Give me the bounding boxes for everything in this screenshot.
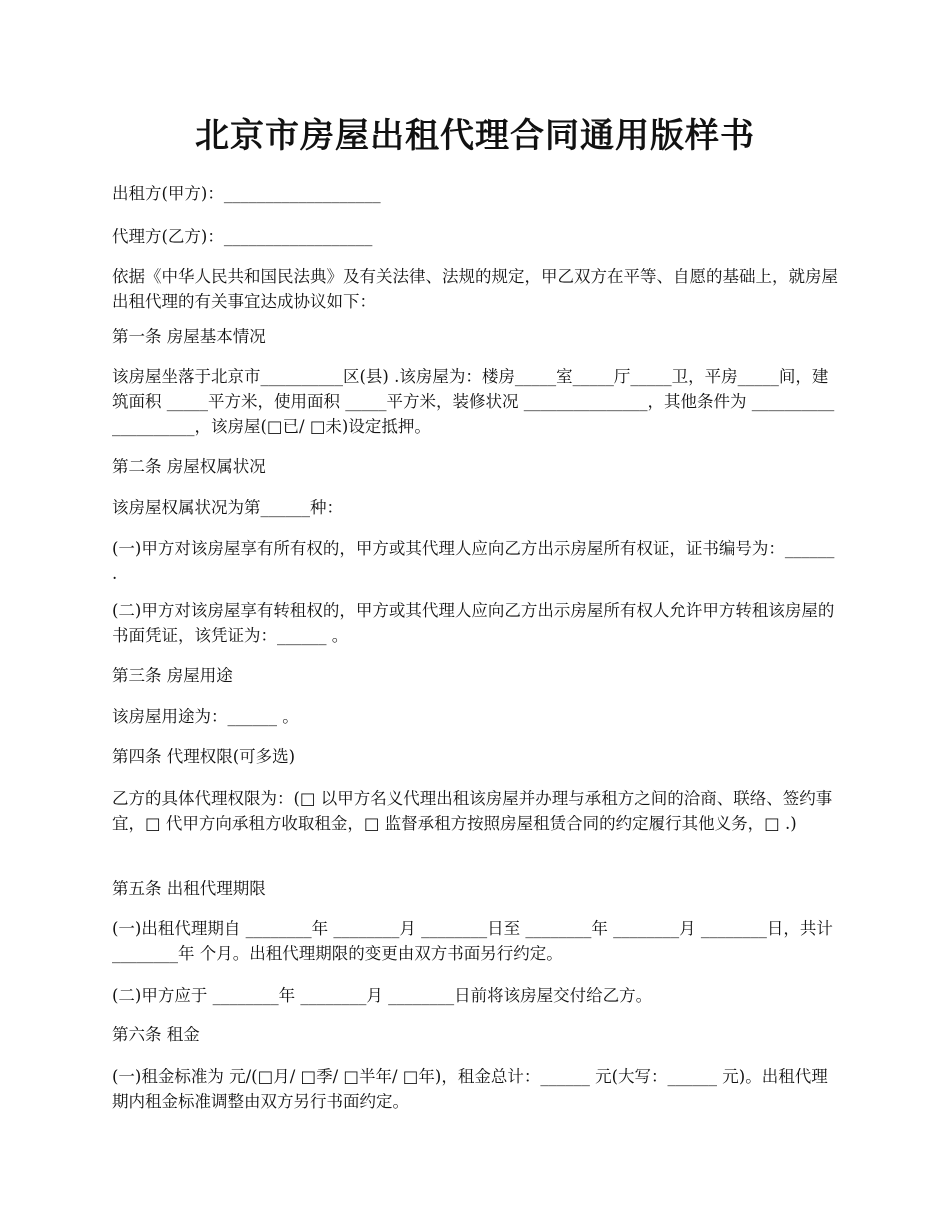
article-4-body: 乙方的具体代理权限为：(□ 以甲方名义代理出租该房屋并办理与承租方之间的洽商、联络、签约事宜，□ 代甲方向承租方收取租金，□ 监督承租方按照房屋租赁合同的约定履行其他义务，□ .) (112, 789, 833, 833)
article-1-heading: 第一条 房屋基本情况 (112, 327, 266, 346)
article-2-intro: 该房屋权属状况为第______种： (112, 498, 343, 517)
article-6-clause-1: (一)租金标准为 元/(□月/ □季/ □半年/ □年)，租金总计：______ 元(大写：______ 元)。出租代理期内租金标准调整由双方另行书面约定。 (112, 1067, 828, 1111)
article-4-heading: 第四条 代理权限(可多选) (112, 747, 296, 766)
article-5-heading: 第五条 出租代理期限 (112, 879, 266, 898)
article-5-clause-2: (二)甲方应于 ________年 ________月 ________日前将该房屋交付给乙方。 (112, 986, 653, 1005)
article-3-heading: 第三条 房屋用途 (112, 666, 233, 685)
lessor-party-line: 出租方(甲方)：___________________ (112, 184, 381, 203)
document-title: 北京市房屋出租代理合同通用版样书 (195, 116, 755, 156)
article-6-heading: 第六条 租金 (112, 1025, 200, 1044)
article-2-heading: 第二条 房屋权属状况 (112, 457, 266, 476)
article-2-clause-1: (一)甲方对该房屋享有所有权的，甲方或其代理人应向乙方出示房屋所有权证，证书编号为：______ . (112, 539, 835, 583)
article-2-clause-2: (二)甲方对该房屋享有转租权的，甲方或其代理人应向乙方出示房屋所有权人允许甲方转租该房屋的书面凭证，该凭证为：______ 。 (112, 601, 835, 645)
article-5-clause-1: (一)出租代理期自 ________年 ________月 ________日至 ________年 ________月 ________日，共计 ________年 个月。出租代理期限的变更由双方书面另行约定。 (112, 919, 833, 963)
article-1-body: 该房屋坐落于北京市__________区(县) .该房屋为：楼房_____室_____厅_____卫，平房_____间，建筑面积 _____平方米，使用面积 _____平方米，装修状况 _______________，其他条件为 ____________________，该房屋(□已/ □未)设定抵押。 (112, 367, 835, 436)
agent-party-line: 代理方(乙方)：__________________ (112, 227, 373, 246)
article-3-body: 该房屋用途为：______ 。 (112, 707, 299, 726)
preamble-paragraph: 依据《中华人民共和国民法典》及有关法律、法规的规定，甲乙双方在平等、自愿的基础上，就房屋出租代理的有关事宜达成协议如下： (112, 267, 838, 311)
